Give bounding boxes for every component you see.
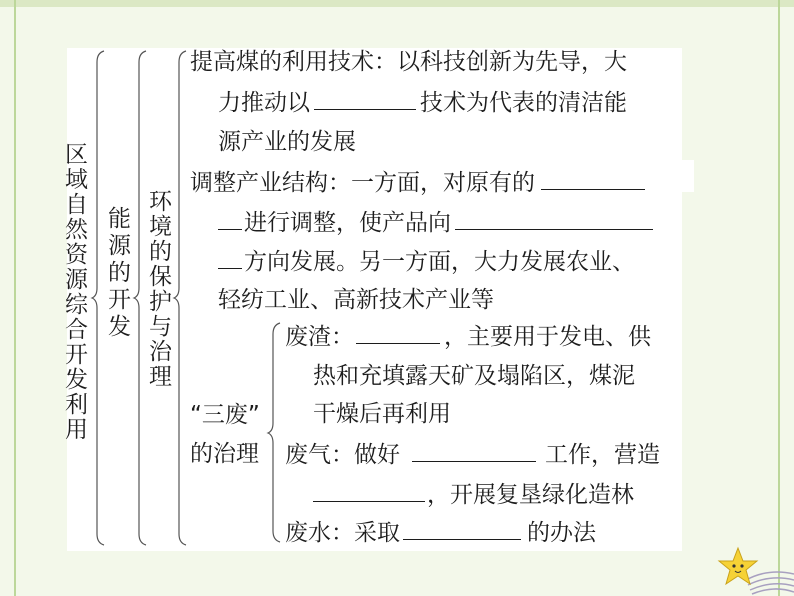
left-frame-line <box>14 0 16 596</box>
panel-notch <box>682 160 694 192</box>
coal-tech-line1: 提高煤的利用技术：以科技创新为先导，大 <box>190 49 627 75</box>
waste-gas-line2: ，开展复垦绿化造林 <box>313 481 634 509</box>
three-waste-label-2: 的治理 <box>190 441 259 467</box>
blank-waste-gas[interactable] <box>412 441 536 462</box>
brace-level2 <box>134 50 150 546</box>
waste-gas-line1: 废气：做好 工作，营造 <box>285 442 660 468</box>
industry-line3: 方向发展。另一方面，大力发展农业、 <box>218 248 635 276</box>
coal-tech-line3: 源产业的发展 <box>218 129 356 155</box>
three-waste-label-1: “三废” <box>190 402 260 428</box>
blank-original-industry[interactable] <box>541 169 645 190</box>
right-frame-line <box>778 0 780 596</box>
level2-heading: 能源的开发 <box>108 206 131 340</box>
industry-line4: 轻纺工业、高新技术产业等 <box>218 287 494 313</box>
waste-slag-line2: 热和充填露天矿及塌陷区，煤泥 <box>313 363 635 389</box>
blank-waste-water[interactable] <box>403 519 521 540</box>
coal-tech-line2: 力推动以 技术为代表的清洁能 <box>218 90 627 116</box>
brace-level1 <box>92 50 108 546</box>
top-decor-band <box>0 0 794 7</box>
blank-product-direction-cont[interactable] <box>218 248 242 269</box>
brace-three-waste <box>268 322 284 544</box>
blank-waste-slag[interactable] <box>356 323 440 344</box>
blank-product-direction[interactable] <box>455 209 653 230</box>
blank-clean-tech[interactable] <box>314 89 416 110</box>
industry-line2: 进行调整，使产品向 <box>218 209 653 237</box>
waste-slag-line3: 干燥后再利用 <box>313 401 451 427</box>
level1-heading: 区域自然资源综合开发利用 <box>65 142 88 443</box>
blank-waste-gas-2[interactable] <box>313 481 425 502</box>
waste-slag-line1: 废渣： ，主要用于发电、供 <box>285 324 651 350</box>
star-icon <box>708 530 794 596</box>
industry-line1: 调整产业结构：一方面，对原有的 <box>190 169 645 197</box>
waste-water-line: 废水：采取 的办法 <box>285 520 596 546</box>
level3-heading: 环境的保护与治理 <box>149 189 172 390</box>
blank-original-industry-cont[interactable] <box>218 209 242 230</box>
brace-level3 <box>174 50 190 546</box>
